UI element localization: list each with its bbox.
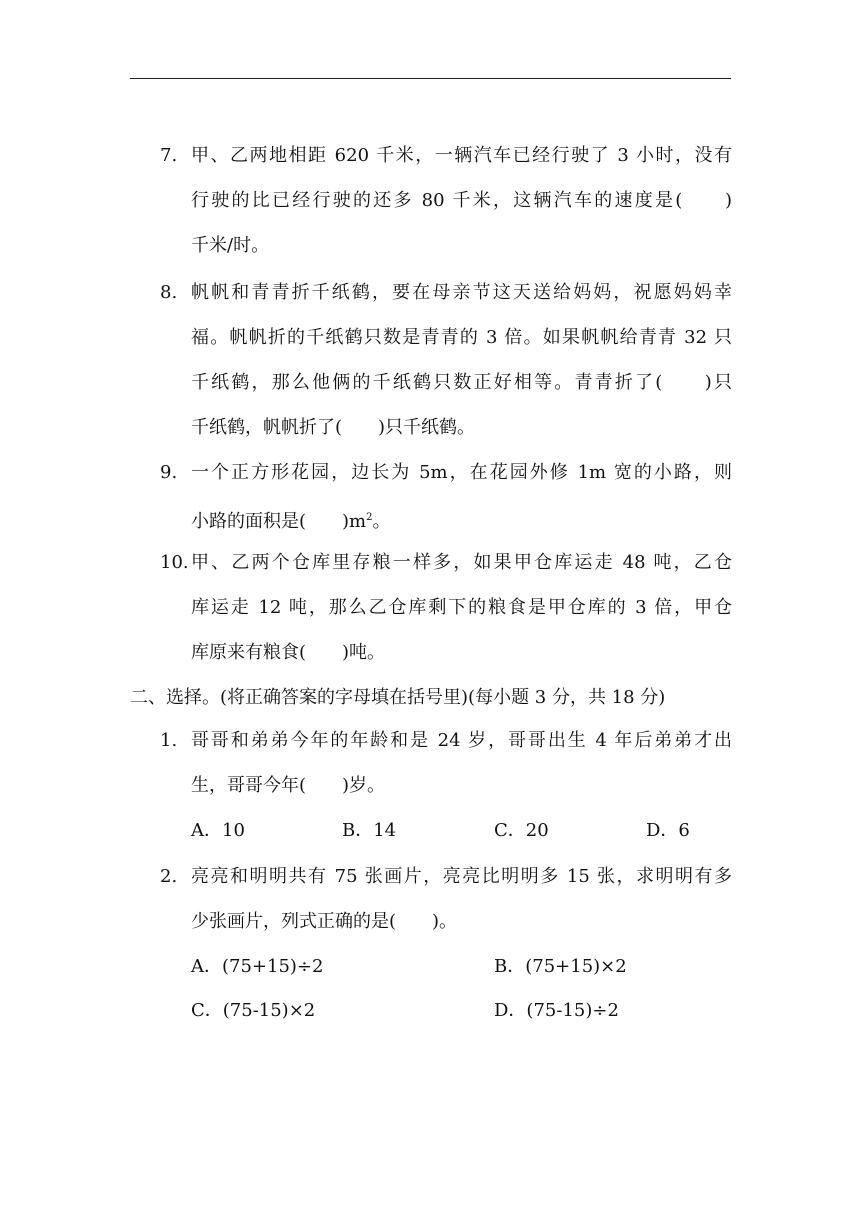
section-heading: 二、选择。(将正确答案的字母填在括号里)(每小题 3 分，共 18 分) — [130, 687, 666, 708]
question-line-text: 小路的面积是( )m — [191, 511, 367, 532]
question-line: 生，哥哥今年( )岁。 — [191, 775, 386, 796]
question-line: 少张画片，列式正确的是( )。 — [191, 911, 458, 932]
question-number: 9. — [160, 462, 178, 483]
option-c: C．20 — [494, 820, 549, 841]
choice-question-1 — [160, 718, 732, 808]
question-line: 哥哥和弟弟今年的年龄和是 24 岁，哥哥出生 4 年后弟弟才出 — [191, 730, 732, 751]
question-number: 10. — [160, 552, 189, 573]
superscript: 2 — [366, 512, 373, 523]
option-c: C．(75-15)×2 — [191, 1000, 316, 1021]
question-9 — [160, 450, 732, 544]
option-d: D．(75-15)÷2 — [494, 1000, 619, 1021]
question-10 — [160, 540, 732, 675]
option-a: A．(75+15)÷2 — [191, 956, 324, 977]
question-line: 千纸鹤，那么他俩的千纸鹤只数正好相等。青青折了( )只 — [191, 372, 732, 393]
question-line: 甲、乙两个仓库里存粮一样多，如果甲仓库运走 48 吨，乙仓 — [191, 552, 732, 573]
option-b: B．14 — [342, 820, 397, 841]
choice-question-2 — [160, 854, 732, 944]
question-8 — [160, 270, 732, 450]
header-rule — [130, 78, 731, 79]
question-number: 2. — [160, 866, 178, 887]
question-line: 行驶的比已经行驶的还多 80 千米，这辆汽车的速度是( ) — [191, 190, 732, 211]
question-line: 帆帆和青青折千纸鹤，要在母亲节这天送给妈妈，祝愿妈妈幸 — [191, 282, 732, 303]
option-a: A．10 — [191, 820, 245, 841]
question-line: 库原来有粮食( )吨。 — [191, 642, 386, 663]
question-line: 亮亮和明明共有 75 张画片，亮亮比明明多 15 张，求明明有多 — [191, 866, 732, 887]
question-line: 福。帆帆折的千纸鹤只数是青青的 3 倍。如果帆帆给青青 32 只 — [191, 327, 732, 348]
question-line-with-unit — [160, 495, 732, 544]
question-number: 7. — [160, 145, 178, 166]
question-line: 一个正方形花园，边长为 5m，在花园外修 1m 宽的小路，则 — [191, 462, 732, 483]
question-line: 千纸鹤，帆帆折了( )只千纸鹤。 — [191, 417, 476, 438]
question-line-tail: 。 — [372, 511, 391, 532]
question-line: 千米/时。 — [191, 235, 270, 256]
question-line: 库运走 12 吨，那么乙仓库剩下的粮食是甲仓库的 3 倍，甲仓 — [191, 597, 732, 618]
question-7 — [160, 133, 732, 268]
option-d: D．6 — [646, 820, 690, 841]
question-line: 甲、乙两地相距 620 千米，一辆汽车已经行驶了 3 小时，没有 — [191, 145, 732, 166]
question-number: 8. — [160, 282, 178, 303]
option-b: B．(75+15)×2 — [494, 956, 627, 977]
question-number: 1. — [160, 730, 178, 751]
